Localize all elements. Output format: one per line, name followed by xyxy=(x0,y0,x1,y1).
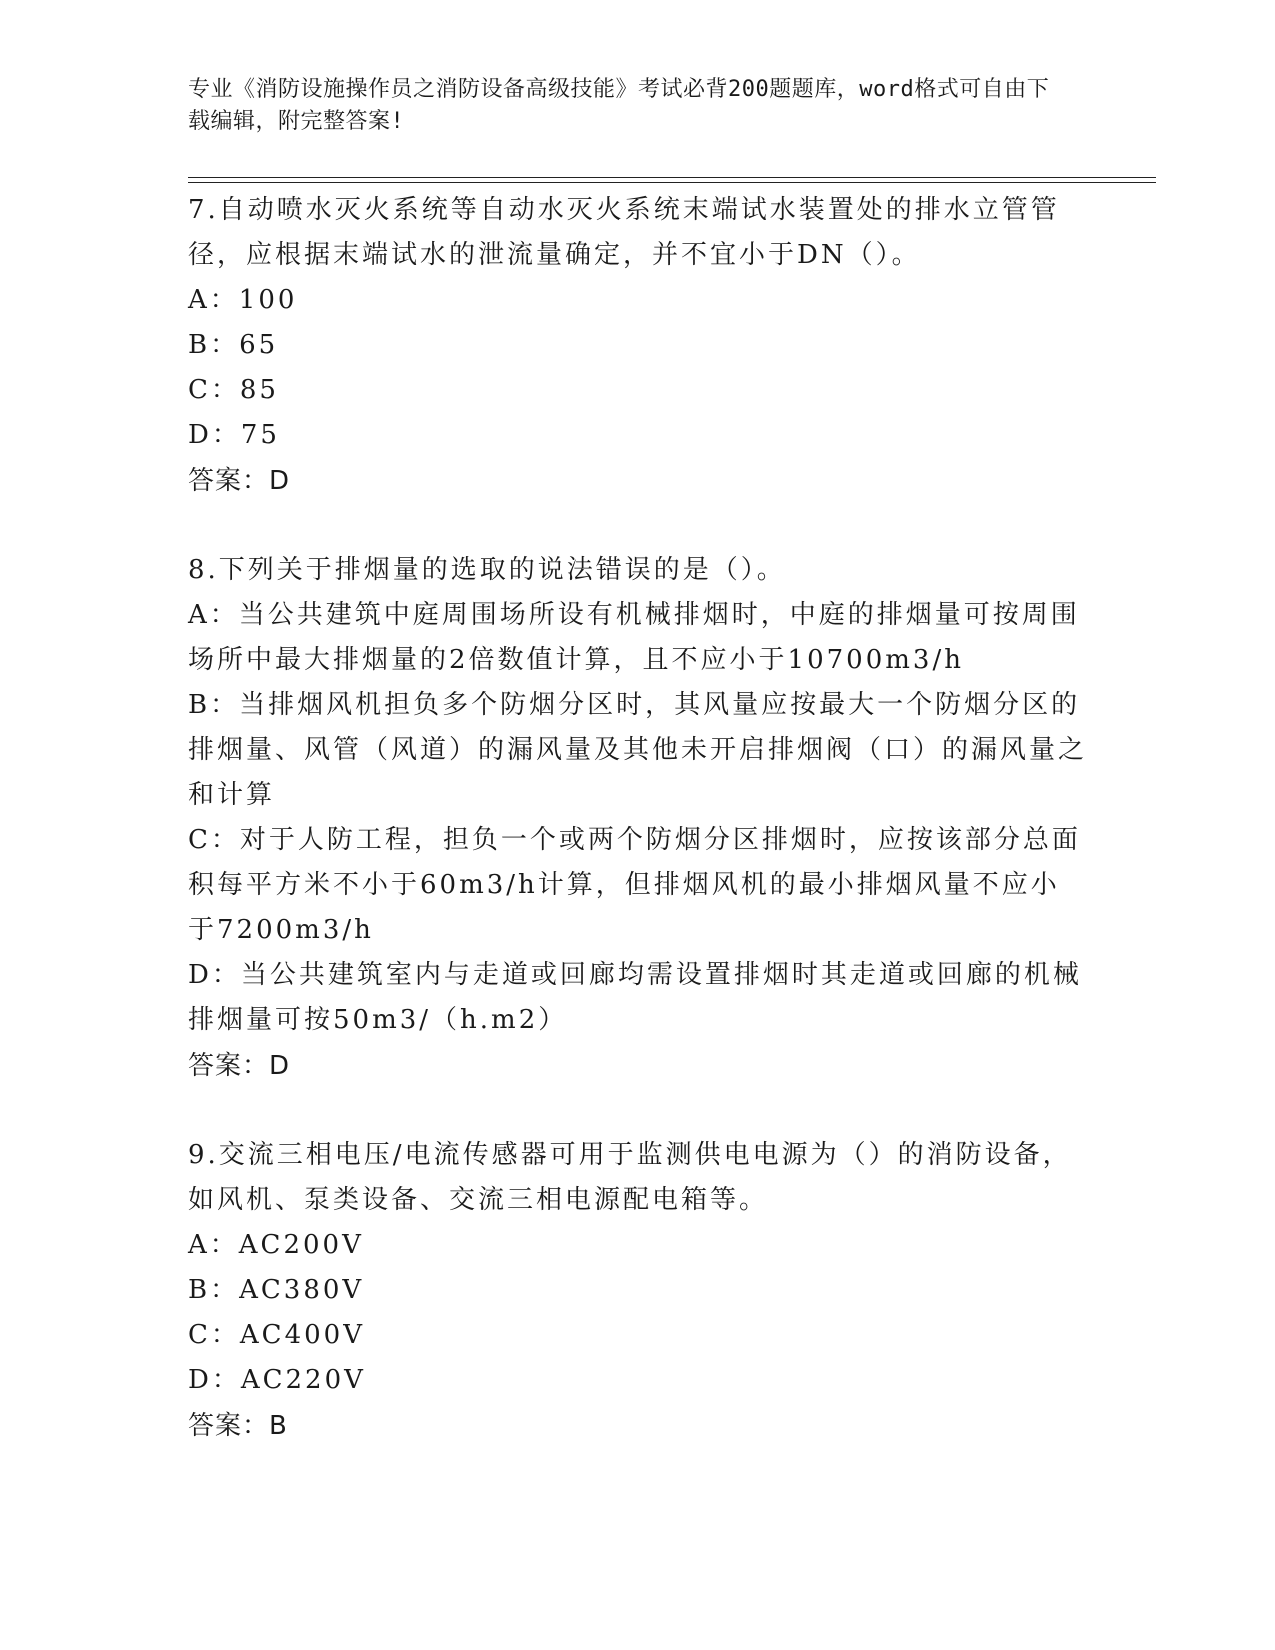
answer-line: 答案：B xyxy=(188,1411,288,1441)
question-list xyxy=(188,188,1088,1449)
header-divider-bottom xyxy=(188,182,1156,183)
option-b: B：当排烟风机担负多个防烟分区时，其风量应按最大一个防烟分区的排烟量、风管（风道）的漏风量及其他未开启排烟阀（口）的漏风量之和计算 xyxy=(188,690,1088,810)
answer-line: 答案：D xyxy=(188,466,291,496)
option-a: A：当公共建筑中庭周围场所设有机械排烟时，中庭的排烟量可按周围场所中最大排烟量的2倍数值计算，且不应小于10700m3/h xyxy=(188,600,1080,675)
option-c: C：85 xyxy=(188,375,279,405)
question-spacer xyxy=(188,504,1088,548)
option-d: D：AC220V xyxy=(188,1365,366,1395)
option-d: D：75 xyxy=(188,420,280,450)
question-9 xyxy=(188,1133,1088,1449)
answer-line: 答案：D xyxy=(188,1051,291,1081)
option-b: B：AC380V xyxy=(188,1275,365,1305)
option-d: D：当公共建筑室内与走道或回廊均需设置排烟时其走道或回廊的机械排烟量可按50m3/（h.m2） xyxy=(188,960,1082,1035)
question-8 xyxy=(188,548,1088,1089)
option-a: A：100 xyxy=(188,285,298,315)
question-stem: 9.交流三相电压/电流传感器可用于监测供电电源为（）的消防设备，如风机、泵类设备、交流三相电源配电箱等。 xyxy=(188,1140,1072,1215)
header-divider-top xyxy=(188,177,1156,178)
question-7 xyxy=(188,188,1088,504)
question-stem: 8.下列关于排烟量的选取的说法错误的是（）。 xyxy=(188,555,786,585)
option-c: C：AC400V xyxy=(188,1320,365,1350)
option-b: B：65 xyxy=(188,330,279,360)
option-c: C：对于人防工程，担负一个或两个防烟分区排烟时，应按该部分总面积每平方米不小于60m3/h计算，但排烟风机的最小排烟风量不应小于7200m3/h xyxy=(188,825,1081,945)
document-header: 专业《消防设施操作员之消防设备高级技能》考试必背200题题库，word格式可自由下载编辑，附完整答案! xyxy=(188,77,1050,134)
question-spacer xyxy=(188,1089,1088,1133)
option-a: A：AC200V xyxy=(188,1230,364,1260)
question-stem: 7.自动喷水灭火系统等自动水灭火系统末端试水装置处的排水立管管径，应根据末端试水的泄流量确定，并不宜小于DN（）。 xyxy=(188,195,1060,270)
